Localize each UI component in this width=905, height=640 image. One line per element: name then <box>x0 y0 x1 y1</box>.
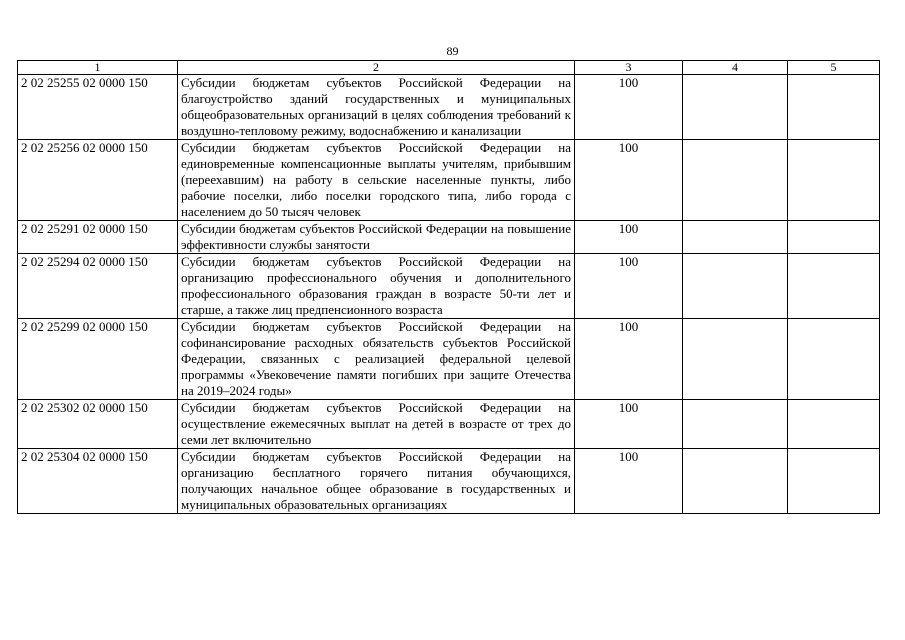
income-code-cell: 2 02 25304 02 0000 150 <box>18 449 178 514</box>
column-5-cell <box>788 140 880 221</box>
income-code-cell: 2 02 25299 02 0000 150 <box>18 319 178 400</box>
income-name-cell: Субсидии бюджетам субъектов Российской Федерации на благоустройство зданий государственных и муниципальных общеобразовательных организаций в целях соблюдения требований к воздушно-тепловому режиму, водоснабжению и канализации <box>178 75 575 140</box>
table-row <box>18 254 880 319</box>
column-5-cell <box>788 221 880 254</box>
income-name-cell: Субсидии бюджетам субъектов Российской Федерации на софинансирование расходных обязательств субъектов Российской Федерации, связанных с реализацией федеральной целевой программы «Увековечение памяти погибших при защите Отечества на 2019–2024 годы» <box>178 319 575 400</box>
column-header-4: 4 <box>683 61 788 75</box>
table-row <box>18 400 880 449</box>
income-name-cell: Субсидии бюджетам субъектов Российской Федерации на организацию бесплатного горячего питания обучающихся, получающих начальное общее образование в государственных и муниципальных образовательных организациях <box>178 449 575 514</box>
income-name-cell: Субсидии бюджетам субъектов Российской Федерации на организацию профессионального обучения и дополнительного профессионального образования граждан в возрасте 50-ти лет и старше, а также лиц предпенсионного возраста <box>178 254 575 319</box>
header-row <box>18 61 880 75</box>
amount-cell: 100 <box>575 221 683 254</box>
column-5-cell <box>788 254 880 319</box>
table-row <box>18 140 880 221</box>
table-row <box>18 449 880 514</box>
income-code-cell: 2 02 25291 02 0000 150 <box>18 221 178 254</box>
income-name-cell: Субсидии бюджетам субъектов Российской Федерации на повышение эффективности службы занятости <box>178 221 575 254</box>
column-5-cell <box>788 400 880 449</box>
column-4-cell <box>683 319 788 400</box>
table-row <box>18 221 880 254</box>
amount-cell: 100 <box>575 254 683 319</box>
column-4-cell <box>683 140 788 221</box>
column-header-1: 1 <box>18 61 178 75</box>
income-code-cell: 2 02 25255 02 0000 150 <box>18 75 178 140</box>
column-4-cell <box>683 449 788 514</box>
column-5-cell <box>788 449 880 514</box>
column-4-cell <box>683 400 788 449</box>
income-name-cell: Субсидии бюджетам субъектов Российской Федерации на единовременные компенсационные выплаты учителям, прибывшим (переехавшим) на работу в сельские населенные пункты, либо рабочие поселки, либо поселки городского типа, либо города с населением до 50 тысяч человек <box>178 140 575 221</box>
column-4-cell <box>683 75 788 140</box>
income-name-cell: Субсидии бюджетам субъектов Российской Федерации на осуществление ежемесячных выплат на детей в возрасте от трех до семи лет включительно <box>178 400 575 449</box>
page-number: 89 <box>446 44 459 58</box>
amount-cell: 100 <box>575 319 683 400</box>
income-code-cell: 2 02 25256 02 0000 150 <box>18 140 178 221</box>
table-body <box>18 75 880 514</box>
column-4-cell <box>683 254 788 319</box>
income-code-cell: 2 02 25302 02 0000 150 <box>18 400 178 449</box>
column-5-cell <box>788 319 880 400</box>
amount-cell: 100 <box>575 449 683 514</box>
income-code-cell: 2 02 25294 02 0000 150 <box>18 254 178 319</box>
column-header-5: 5 <box>788 61 880 75</box>
column-header-2: 2 <box>178 61 575 75</box>
table-row <box>18 319 880 400</box>
amount-cell: 100 <box>575 140 683 221</box>
budget-table <box>17 60 880 514</box>
table-row <box>18 75 880 140</box>
column-4-cell <box>683 221 788 254</box>
amount-cell: 100 <box>575 75 683 140</box>
column-header-3: 3 <box>575 61 683 75</box>
column-5-cell <box>788 75 880 140</box>
amount-cell: 100 <box>575 400 683 449</box>
